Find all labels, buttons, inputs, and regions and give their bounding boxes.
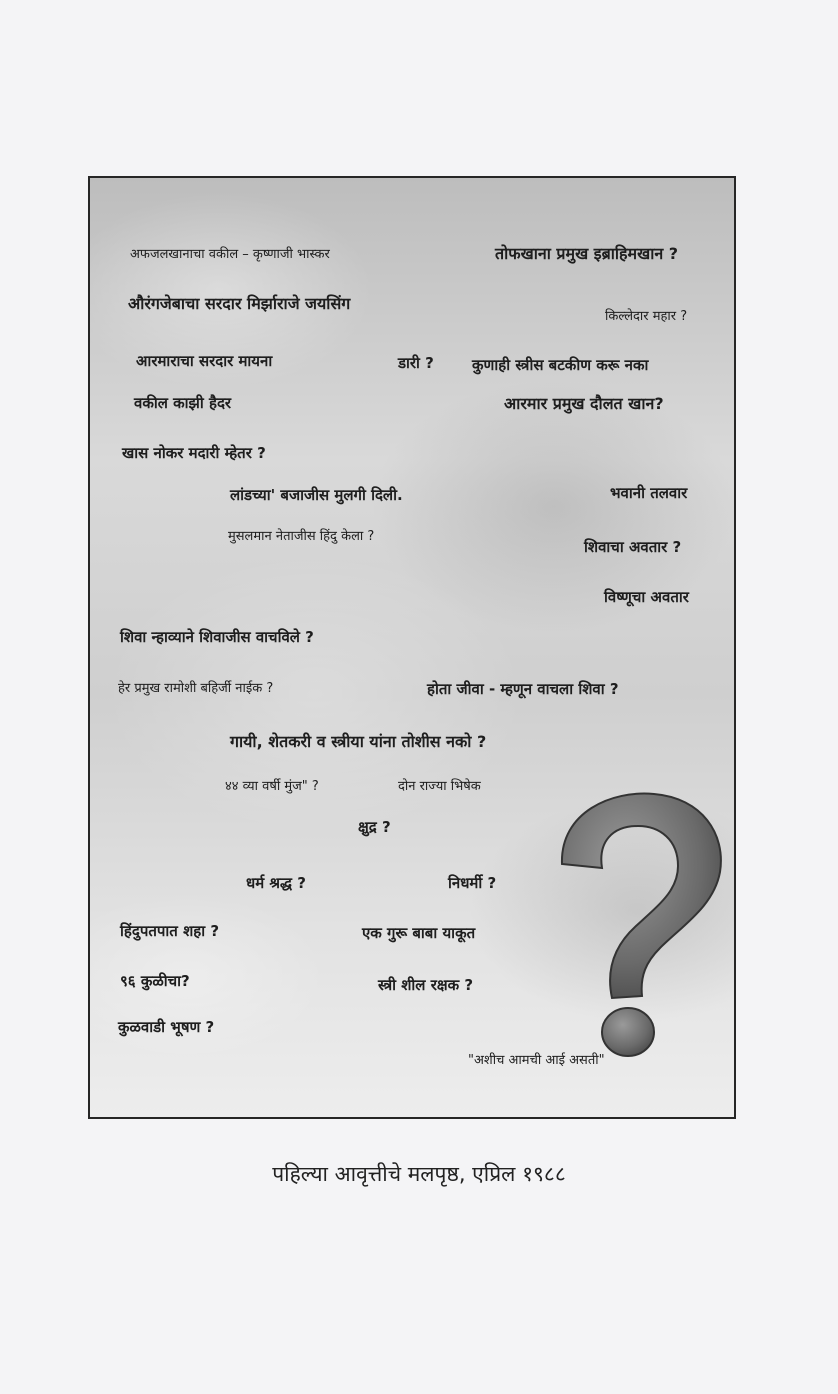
question-mark-icon <box>542 786 732 1066</box>
cover-text-line: आरमार प्रमुख दौलत खान? <box>504 394 664 413</box>
cover-text-line: कुणाही स्त्रीस बटकीण करू नका <box>472 356 649 374</box>
cover-text-line: भवानी तलवार <box>610 484 688 502</box>
cover-text-line: मुसलमान नेताजीस हिंदु केला ? <box>228 529 375 544</box>
cover-text-line: विष्णूचा अवतार <box>604 588 689 606</box>
cover-text-line: हिंदुपतपात शहा ? <box>120 922 220 940</box>
cover-text-line: धर्म श्रद्ध ? <box>246 874 306 892</box>
cover-text-line: ९६ कुळीचा? <box>120 972 190 990</box>
cover-text-line: गायी, शेतकरी व स्त्रीया यांना तोशीस नको ? <box>230 732 487 751</box>
cover-text-line: औरंगजेबाचा सरदार मिर्झाराजे जयसिंग <box>128 294 351 313</box>
cover-text-line: एक गुरू बाबा याकूत <box>362 924 476 942</box>
cover-text-line: आरमाराचा सरदार मायना <box>136 352 273 370</box>
cover-text-line: वकील काझी हैदर <box>134 394 232 412</box>
cover-text-line: खास नोकर मदारी म्हेतर ? <box>122 444 266 462</box>
cover-text-line: निधर्मी ? <box>448 874 497 892</box>
cover-text-line: ४४ व्या वर्षी मुंज" ? <box>225 779 319 794</box>
cover-text-line: स्त्री शील रक्षक ? <box>378 976 474 994</box>
cover-text-line: लांडच्या' बजाजीस मुलगी दिली. <box>230 486 403 504</box>
cover-text-line: डारी ? <box>398 354 434 372</box>
cover-text-line: "अशीच आमची आई असती" <box>468 1053 605 1068</box>
cover-text-line: शिवा न्हाव्याने शिवाजीस वाचविले ? <box>120 628 314 646</box>
cover-text-line: किल्लेदार महार ? <box>605 309 688 324</box>
cover-image <box>88 176 736 1119</box>
cover-text-line: क्षुद्र ? <box>358 818 391 836</box>
cover-text-line: हेर प्रमुख रामोशी बहिर्जी नाईक ? <box>118 681 274 696</box>
cover-text-line: होता जीवा - म्हणून वाचला शिवा ? <box>427 680 619 698</box>
page-caption: पहिल्या आवृत्तीचे मलपृष्ठ, एप्रिल १९८८ <box>272 1162 566 1186</box>
cover-text-line: शिवाचा अवतार ? <box>584 538 682 556</box>
cover-text-line: कुळवाडी भूषण ? <box>118 1018 215 1036</box>
cover-text-line: तोफखाना प्रमुख इब्राहिमखान ? <box>495 244 679 263</box>
cover-text-line: दोन राज्या भिषेक <box>398 779 481 794</box>
cover-text-line: अफजलखानाचा वकील – कृष्णाजी भास्कर <box>130 247 330 262</box>
